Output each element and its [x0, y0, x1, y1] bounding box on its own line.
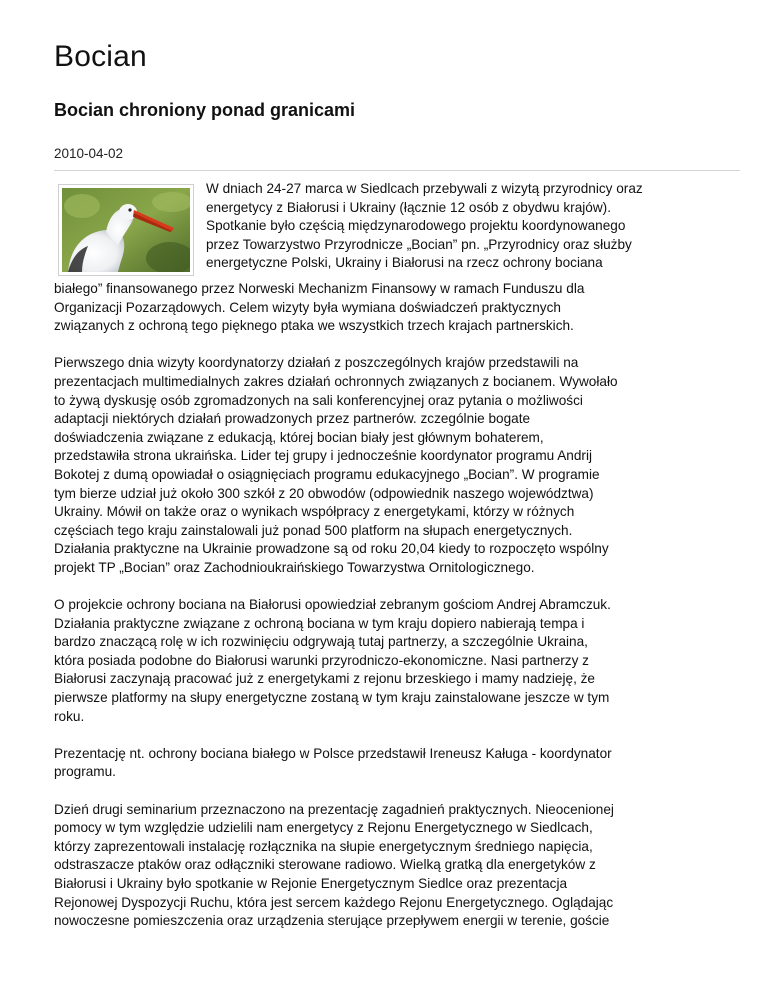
text-line: pierwsze platformy na słupy energetyczne zostaną w tym kraju zainstalowane jeszcze w tym	[54, 690, 610, 706]
text-line: energetyczne Polski, Ukrainy i Białorusi na rzecz ochrony bociana	[206, 255, 603, 271]
text-line: O projekcie ochrony bociana na Białorusi opowiedział zebranym gościom Andrej Abramczuk.	[54, 597, 611, 613]
text-line: Spotkanie było częścią międzynarodowego projektu koordynowanego	[206, 218, 626, 234]
text-line: białego” finansowanego przez Norweski Mechanizm Finansowy w ramach Funduszu dla	[54, 281, 585, 296]
text-line: energetycy z Białorusi i Ukrainy (łącznie 12 osób z obydwu krajów).	[206, 199, 611, 215]
stork-photo-icon	[62, 188, 190, 272]
text-line: roku.	[54, 708, 85, 724]
article-body	[54, 180, 740, 949]
stork-photo	[58, 184, 194, 276]
text-line: Dzień drugi seminarium przeznaczono na prezentację zagadnień praktycznych. Nieocenionej	[54, 801, 614, 817]
text-line: Prezentację nt. ochrony bociana białego w Polsce przedstawił Ireneusz Kaługa - koordynator	[54, 745, 612, 761]
text-line: Rejonowej Dyspozycji Ruchu, która jest sercem każdego Rejonu Energetycznego. Oglądając	[54, 894, 614, 910]
text-line: prezentacjach multimedialnych zakres działań ochronnych związanych z bocianem. Wywołało	[54, 373, 618, 389]
text-line: pomocy w tym względzie udzielili nam energetycy z Rejonu Energetycznego w Siedlcach,	[54, 820, 593, 836]
text-line: projekt TP „Bocian” oraz Zachodnioukraińskiego Towarzystwa Ornitologicznego.	[54, 559, 535, 575]
text-line: przez Towarzystwo Przyrodnicze „Bocian” pn. „Przyrodnicy oraz służby	[206, 236, 632, 252]
paragraph-3	[54, 596, 740, 726]
text-line: częściach tego kraju zainstalowali już ponad 500 platform na słupach energetycznych.	[54, 522, 573, 538]
text-line: Białorusi i Ukrainy było spotkanie w Rejonie Energetycznym Siedlce oraz prezentacja	[54, 876, 568, 891]
paragraph-5	[54, 801, 740, 931]
text-line: programu.	[54, 764, 116, 780]
text-line: odstraszacze ptaków oraz odłączniki sterowane radiowo. Wielką gratką dla energetyków z	[54, 857, 596, 873]
text-line: związanych z ochroną tego pięknego ptaka we wszystkich trzech krajach partnerskich.	[54, 318, 574, 334]
text-line: to żywą dyskusję osób zgromadzonych na sali konferencyjnej oraz pytania o możliwości	[54, 392, 583, 408]
text-line: bardzo znaczącą rolę w ich rozwinięciu odgrywają tutaj partnerzy, a szczególnie Ukraina,	[54, 634, 588, 650]
text-line: Bokotej z dumą opowiadał o osiągnięciach programu edukacyjnego „Bocian”. W programie	[54, 466, 600, 482]
divider	[54, 170, 740, 171]
text-line: którzy zaprezentowali instalację rozłącznika na słupie energetycznym średniego napięcia,	[54, 838, 593, 854]
article-title: Bocian chroniony ponad granicami	[54, 100, 356, 120]
text-line: Organizacji Pozarządowych. Celem wizyty była wymiana doświadczeń praktycznych	[54, 299, 561, 315]
text-line: Działania praktyczne na Ukrainie prowadzone są od roku 20,04 kiedy to rozpoczęto wspólny	[54, 541, 609, 557]
text-line: nowoczesne pomieszczenia oraz urządzenia sterujące przepływem energii w terenie, goście	[54, 913, 610, 929]
text-line: Działania praktyczne związane z ochroną bociana w tym kraju dopiero nabierają tempa i	[54, 615, 585, 631]
text-line: Ukrainy. Mówił on także oraz o wynikach współpracy z energetykami, którzy w różnych	[54, 504, 575, 520]
text-line: doświadczenia związane z edukacją, której bocian biały jest głównym bohaterem,	[54, 429, 544, 445]
text-line: adaptacji niektórych działań prowadzonych przez partnerów. zczególnie bogate	[54, 411, 531, 427]
paragraph-4	[54, 745, 740, 782]
text-line: Białorusi zaczynają pracować już z energetykami z rejonu brzeskiego i mamy nadzieję, że	[54, 671, 595, 687]
text-line: przedstawiła strona ukraińska. Lider tej grupy i jednocześnie koordynator programu Andrij	[54, 448, 592, 464]
text-line: Pierwszego dnia wizyty koordynatorzy działań z poszczególnych krajów przedstawili na	[54, 355, 579, 371]
text-line: tym bierze udział już około 300 szkół z 20 obwodów (odpowiednik naszego województwa)	[54, 485, 594, 501]
article-date: 2010-04-02	[54, 146, 124, 161]
site-title: Bocian	[54, 40, 147, 73]
text-line: która posiada podobne do Białorusi warunki przyrodniczo-ekonomiczne. Nasi partnerzy z	[54, 652, 589, 668]
text-line: W dniach 24-27 marca w Siedlcach przebywali z wizytą przyrodnicy oraz	[206, 181, 643, 196]
paragraph-2	[54, 354, 740, 577]
